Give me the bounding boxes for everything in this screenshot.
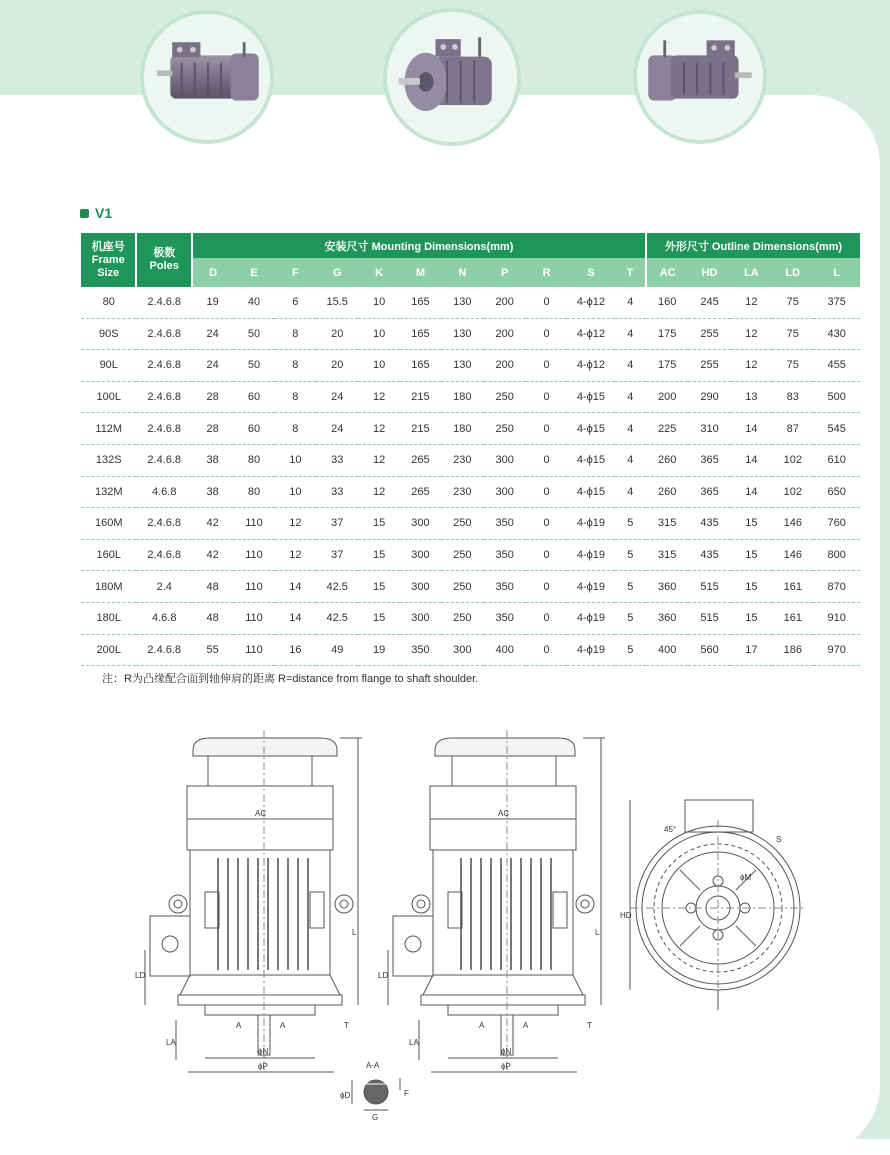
table-cell: 2.4.6.8 [136,634,191,666]
column-header: M [400,258,441,287]
table-cell: 5 [615,508,646,540]
table-cell: 215 [400,413,441,445]
table-cell: 60 [233,381,274,413]
table-cell: 90L [81,350,136,382]
table-cell: 180 [441,413,483,445]
table-cell: 112M [81,413,136,445]
table-cell: 245 [688,287,730,318]
table-cell: 4 [615,318,646,350]
table-cell: 200 [484,287,526,318]
table-cell: 365 [688,444,730,476]
svg-text:F: F [404,1089,409,1098]
svg-text:T: T [344,1021,349,1030]
table-cell: 80 [233,444,274,476]
table-cell: 146 [772,539,813,571]
table-cell: 17 [731,634,772,666]
table-cell: 435 [688,508,730,540]
table-cell: 13 [731,381,772,413]
motor-image-center [383,8,521,146]
table-cell: 650 [813,476,860,508]
table-cell: 515 [688,602,730,634]
svg-text:LD: LD [135,971,146,980]
table-cell: 0 [526,508,567,540]
table-body [81,287,860,666]
column-header: R [526,258,567,287]
table-cell: 200 [646,381,688,413]
table-cell: 230 [441,444,483,476]
front-view-drawing-1 [135,730,362,1072]
table-cell: 4-ϕ19 [567,634,614,666]
column-header: E [233,258,274,287]
table-cell: 42 [192,539,233,571]
section-a-a-drawing [340,1061,409,1122]
table-cell: 265 [400,476,441,508]
table-row [81,413,860,445]
table-cell: 360 [646,571,688,603]
table-cell: 315 [646,539,688,571]
table-cell: 161 [772,571,813,603]
table-cell: 435 [688,539,730,571]
table-cell: 15 [358,571,399,603]
table-cell: 16 [275,634,316,666]
table-cell: 2.4.6.8 [136,350,191,382]
svg-text:ϕM: ϕM [740,873,752,882]
table-cell: 180L [81,602,136,634]
table-cell: 545 [813,413,860,445]
header-frame-size: 机座号 Frame Size [81,233,136,287]
table-cell: 400 [646,634,688,666]
table-cell: 20 [316,318,358,350]
table-cell: 8 [275,381,316,413]
table-cell: 28 [192,413,233,445]
table-cell: 350 [484,571,526,603]
table-cell: 2.4.6.8 [136,318,191,350]
table-cell: 165 [400,287,441,318]
table-cell: 300 [400,602,441,634]
table-cell: 2.4.6.8 [136,539,191,571]
table-cell: 130 [441,318,483,350]
table-cell: 50 [233,350,274,382]
table-cell: 4 [615,476,646,508]
table-cell: 0 [526,381,567,413]
column-header: LD [772,258,813,287]
svg-text:A: A [523,1021,529,1030]
svg-text:ϕD: ϕD [340,1091,351,1100]
bullet-icon [80,209,89,218]
table-cell: 250 [441,571,483,603]
column-header: D [192,258,233,287]
table-cell: 5 [615,634,646,666]
table-cell: 37 [316,539,358,571]
table-cell: 500 [813,381,860,413]
table-cell: 0 [526,287,567,318]
table-cell: 12 [731,287,772,318]
table-cell: 132S [81,444,136,476]
svg-text:ϕP: ϕP [258,1062,268,1071]
table-cell: 12 [358,476,399,508]
svg-text:AC: AC [498,809,510,818]
motor-image-right [633,10,767,144]
table-cell: 180M [81,571,136,603]
table-cell: 175 [646,318,688,350]
table-cell: 4-ϕ19 [567,571,614,603]
table-cell: 4-ϕ12 [567,287,614,318]
table-cell: 0 [526,444,567,476]
table-cell: 260 [646,444,688,476]
table-cell: 12 [358,413,399,445]
table-cell: 80 [81,287,136,318]
table-cell: 4.6.8 [136,476,191,508]
sub-header-row [81,258,860,287]
table-cell: 50 [233,318,274,350]
footnote: 注：R为凸缘配合面到轴伸肩的距离 R=distance from flange to shaft shoulder. [102,673,479,685]
table-cell: 83 [772,381,813,413]
table-cell: 350 [400,634,441,666]
table-cell: 165 [400,350,441,382]
table-cell: 15 [731,508,772,540]
table-cell: 265 [400,444,441,476]
table-cell: 230 [441,476,483,508]
front-view-drawing-2 [378,730,605,1072]
svg-text:ϕN: ϕN [501,1047,512,1056]
table-cell: 4 [615,350,646,382]
table-row [81,602,860,634]
table-cell: 8 [275,350,316,382]
table-cell: 110 [233,634,274,666]
table-cell: 24 [316,413,358,445]
table-cell: 28 [192,381,233,413]
table-cell: 0 [526,571,567,603]
table-cell: 49 [316,634,358,666]
column-header: N [441,258,483,287]
table-cell: 110 [233,602,274,634]
table-cell: 2.4.6.8 [136,413,191,445]
table-cell: 37 [316,508,358,540]
table-cell: 4 [615,287,646,318]
table-cell: 100L [81,381,136,413]
table-cell: 350 [484,602,526,634]
table-cell: 200 [484,318,526,350]
column-header: L [813,258,860,287]
table-cell: 4-ϕ15 [567,476,614,508]
table-row [81,571,860,603]
table-row [81,634,860,666]
column-header: HD [688,258,730,287]
table-cell: 38 [192,444,233,476]
table-row [81,444,860,476]
table-cell: 4-ϕ19 [567,602,614,634]
svg-text:G: G [372,1113,379,1122]
table-cell: 0 [526,634,567,666]
column-header: T [615,258,646,287]
table-cell: 8 [275,413,316,445]
end-view-drawing [620,800,806,1010]
table-cell: 360 [646,602,688,634]
table-cell: 215 [400,381,441,413]
svg-text:AC: AC [255,809,267,818]
table-cell: 33 [316,444,358,476]
section-title: V1 [80,205,112,221]
table-cell: 4.6.8 [136,602,191,634]
table-cell: 560 [688,634,730,666]
table-cell: 970 [813,634,860,666]
table-cell: 2.4 [136,571,191,603]
table-cell: 60 [233,413,274,445]
table-cell: 800 [813,539,860,571]
table-cell: 132M [81,476,136,508]
table-row [81,508,860,540]
table-cell: 24 [192,318,233,350]
table-cell: 5 [615,571,646,603]
table-row [81,539,860,571]
table-cell: 290 [688,381,730,413]
technical-drawing [0,720,890,1139]
table-cell: 300 [400,571,441,603]
table-cell: 160M [81,508,136,540]
table-row [81,476,860,508]
table-cell: 110 [233,508,274,540]
table-cell: 255 [688,350,730,382]
svg-text:L: L [352,928,357,937]
svg-text:A: A [479,1021,485,1030]
table-cell: 38 [192,476,233,508]
table-cell: 10 [275,476,316,508]
table-cell: 4 [615,381,646,413]
table-cell: 110 [233,539,274,571]
table-cell: 0 [526,413,567,445]
table-cell: 250 [441,602,483,634]
svg-text:A: A [280,1021,286,1030]
header-outline-dimensions: 外形尺寸 Outline Dimensions(mm) [646,233,860,258]
svg-text:LA: LA [409,1038,419,1047]
table-cell: 12 [358,444,399,476]
table-cell: 14 [731,476,772,508]
table-cell: 350 [484,508,526,540]
table-cell: 42 [192,508,233,540]
svg-text:HD: HD [620,911,632,920]
svg-text:LA: LA [166,1038,176,1047]
table-cell: 12 [275,539,316,571]
column-header: G [316,258,358,287]
column-header: S [567,258,614,287]
table-cell: 14 [731,444,772,476]
table-cell: 75 [772,318,813,350]
table-cell: 2.4.6.8 [136,287,191,318]
table-cell: 5 [615,539,646,571]
table-cell: 4-ϕ15 [567,413,614,445]
table-cell: 80 [233,476,274,508]
table-cell: 15 [731,571,772,603]
table-cell: 0 [526,476,567,508]
table-cell: 8 [275,318,316,350]
header-mounting-dimensions: 安装尺寸 Mounting Dimensions(mm) [192,233,646,258]
table-cell: 15.5 [316,287,358,318]
table-cell: 4-ϕ19 [567,539,614,571]
table-cell: 10 [358,350,399,382]
table-cell: 12 [731,350,772,382]
table-cell: 5 [615,602,646,634]
table-cell: 20 [316,350,358,382]
table-cell: 250 [484,381,526,413]
table-cell: 160L [81,539,136,571]
column-header: LA [731,258,772,287]
table-row [81,350,860,382]
table-cell: 14 [275,602,316,634]
table-cell: 12 [275,508,316,540]
table-cell: 19 [358,634,399,666]
table-cell: 430 [813,318,860,350]
table-cell: 300 [400,539,441,571]
table-cell: 15 [358,602,399,634]
table-cell: 4-ϕ12 [567,318,614,350]
table-cell: 48 [192,602,233,634]
table-cell: 4-ϕ19 [567,508,614,540]
table-cell: 200 [484,350,526,382]
table-cell: 160 [646,287,688,318]
table-cell: 250 [441,508,483,540]
table-cell: 2.4.6.8 [136,381,191,413]
table-cell: 40 [233,287,274,318]
motor-image-left [140,10,274,144]
table-cell: 180 [441,381,483,413]
table-cell: 300 [400,508,441,540]
table-cell: 515 [688,571,730,603]
table-cell: 130 [441,350,483,382]
table-cell: 186 [772,634,813,666]
table-cell: 42.5 [316,602,358,634]
table-cell: 24 [192,350,233,382]
table-cell: 15 [358,508,399,540]
table-cell: 15 [731,539,772,571]
table-cell: 15 [358,539,399,571]
table-cell: 300 [484,476,526,508]
table-cell: 15 [731,602,772,634]
table-cell: 315 [646,508,688,540]
table-cell: 760 [813,508,860,540]
table-cell: 55 [192,634,233,666]
table-cell: 455 [813,350,860,382]
table-cell: 200L [81,634,136,666]
svg-text:L: L [595,928,600,937]
table-row [81,287,860,318]
svg-text:A: A [236,1021,242,1030]
table-cell: 90S [81,318,136,350]
table-cell: 250 [484,413,526,445]
table-cell: 365 [688,476,730,508]
svg-text:ϕN: ϕN [258,1047,269,1056]
table-cell: 10 [358,318,399,350]
svg-text:45°: 45° [664,825,677,834]
table-cell: 130 [441,287,483,318]
table-cell: 165 [400,318,441,350]
column-header: AC [646,258,688,287]
table-cell: 33 [316,476,358,508]
table-cell: 42.5 [316,571,358,603]
svg-text:LD: LD [378,971,389,980]
table-cell: 146 [772,508,813,540]
table-cell: 0 [526,539,567,571]
table-cell: 75 [772,350,813,382]
table-cell: 300 [441,634,483,666]
table-cell: 24 [316,381,358,413]
table-cell: 10 [358,287,399,318]
table-cell: 375 [813,287,860,318]
table-row [81,318,860,350]
table-cell: 12 [731,318,772,350]
svg-text:A-A: A-A [366,1061,380,1070]
table-cell: 4-ϕ15 [567,381,614,413]
column-header: F [275,258,316,287]
header-poles: 极数 Poles [136,233,191,287]
column-header: K [358,258,399,287]
table-cell: 175 [646,350,688,382]
svg-text:T: T [587,1021,592,1030]
table-cell: 161 [772,602,813,634]
table-cell: 870 [813,571,860,603]
table-cell: 225 [646,413,688,445]
table-cell: 0 [526,318,567,350]
table-cell: 102 [772,444,813,476]
table-cell: 400 [484,634,526,666]
table-cell: 10 [275,444,316,476]
table-cell: 250 [441,539,483,571]
table-cell: 4 [615,413,646,445]
table-cell: 87 [772,413,813,445]
table-cell: 12 [358,381,399,413]
table-row [81,381,860,413]
table-cell: 0 [526,350,567,382]
table-cell: 19 [192,287,233,318]
table-cell: 0 [526,602,567,634]
table-cell: 4 [615,444,646,476]
table-cell: 48 [192,571,233,603]
svg-text:S: S [776,835,782,844]
table-cell: 300 [484,444,526,476]
table-cell: 910 [813,602,860,634]
table-cell: 610 [813,444,860,476]
table-cell: 310 [688,413,730,445]
dimensions-table [81,233,860,666]
table-cell: 75 [772,287,813,318]
table-cell: 4-ϕ12 [567,350,614,382]
column-header: P [484,258,526,287]
table-cell: 102 [772,476,813,508]
table-cell: 14 [731,413,772,445]
table-cell: 255 [688,318,730,350]
table-cell: 2.4.6.8 [136,444,191,476]
table-cell: 2.4.6.8 [136,508,191,540]
table-cell: 350 [484,539,526,571]
table-cell: 260 [646,476,688,508]
table-cell: 4-ϕ15 [567,444,614,476]
table-cell: 14 [275,571,316,603]
table-cell: 6 [275,287,316,318]
svg-text:ϕP: ϕP [501,1062,511,1071]
table-cell: 110 [233,571,274,603]
